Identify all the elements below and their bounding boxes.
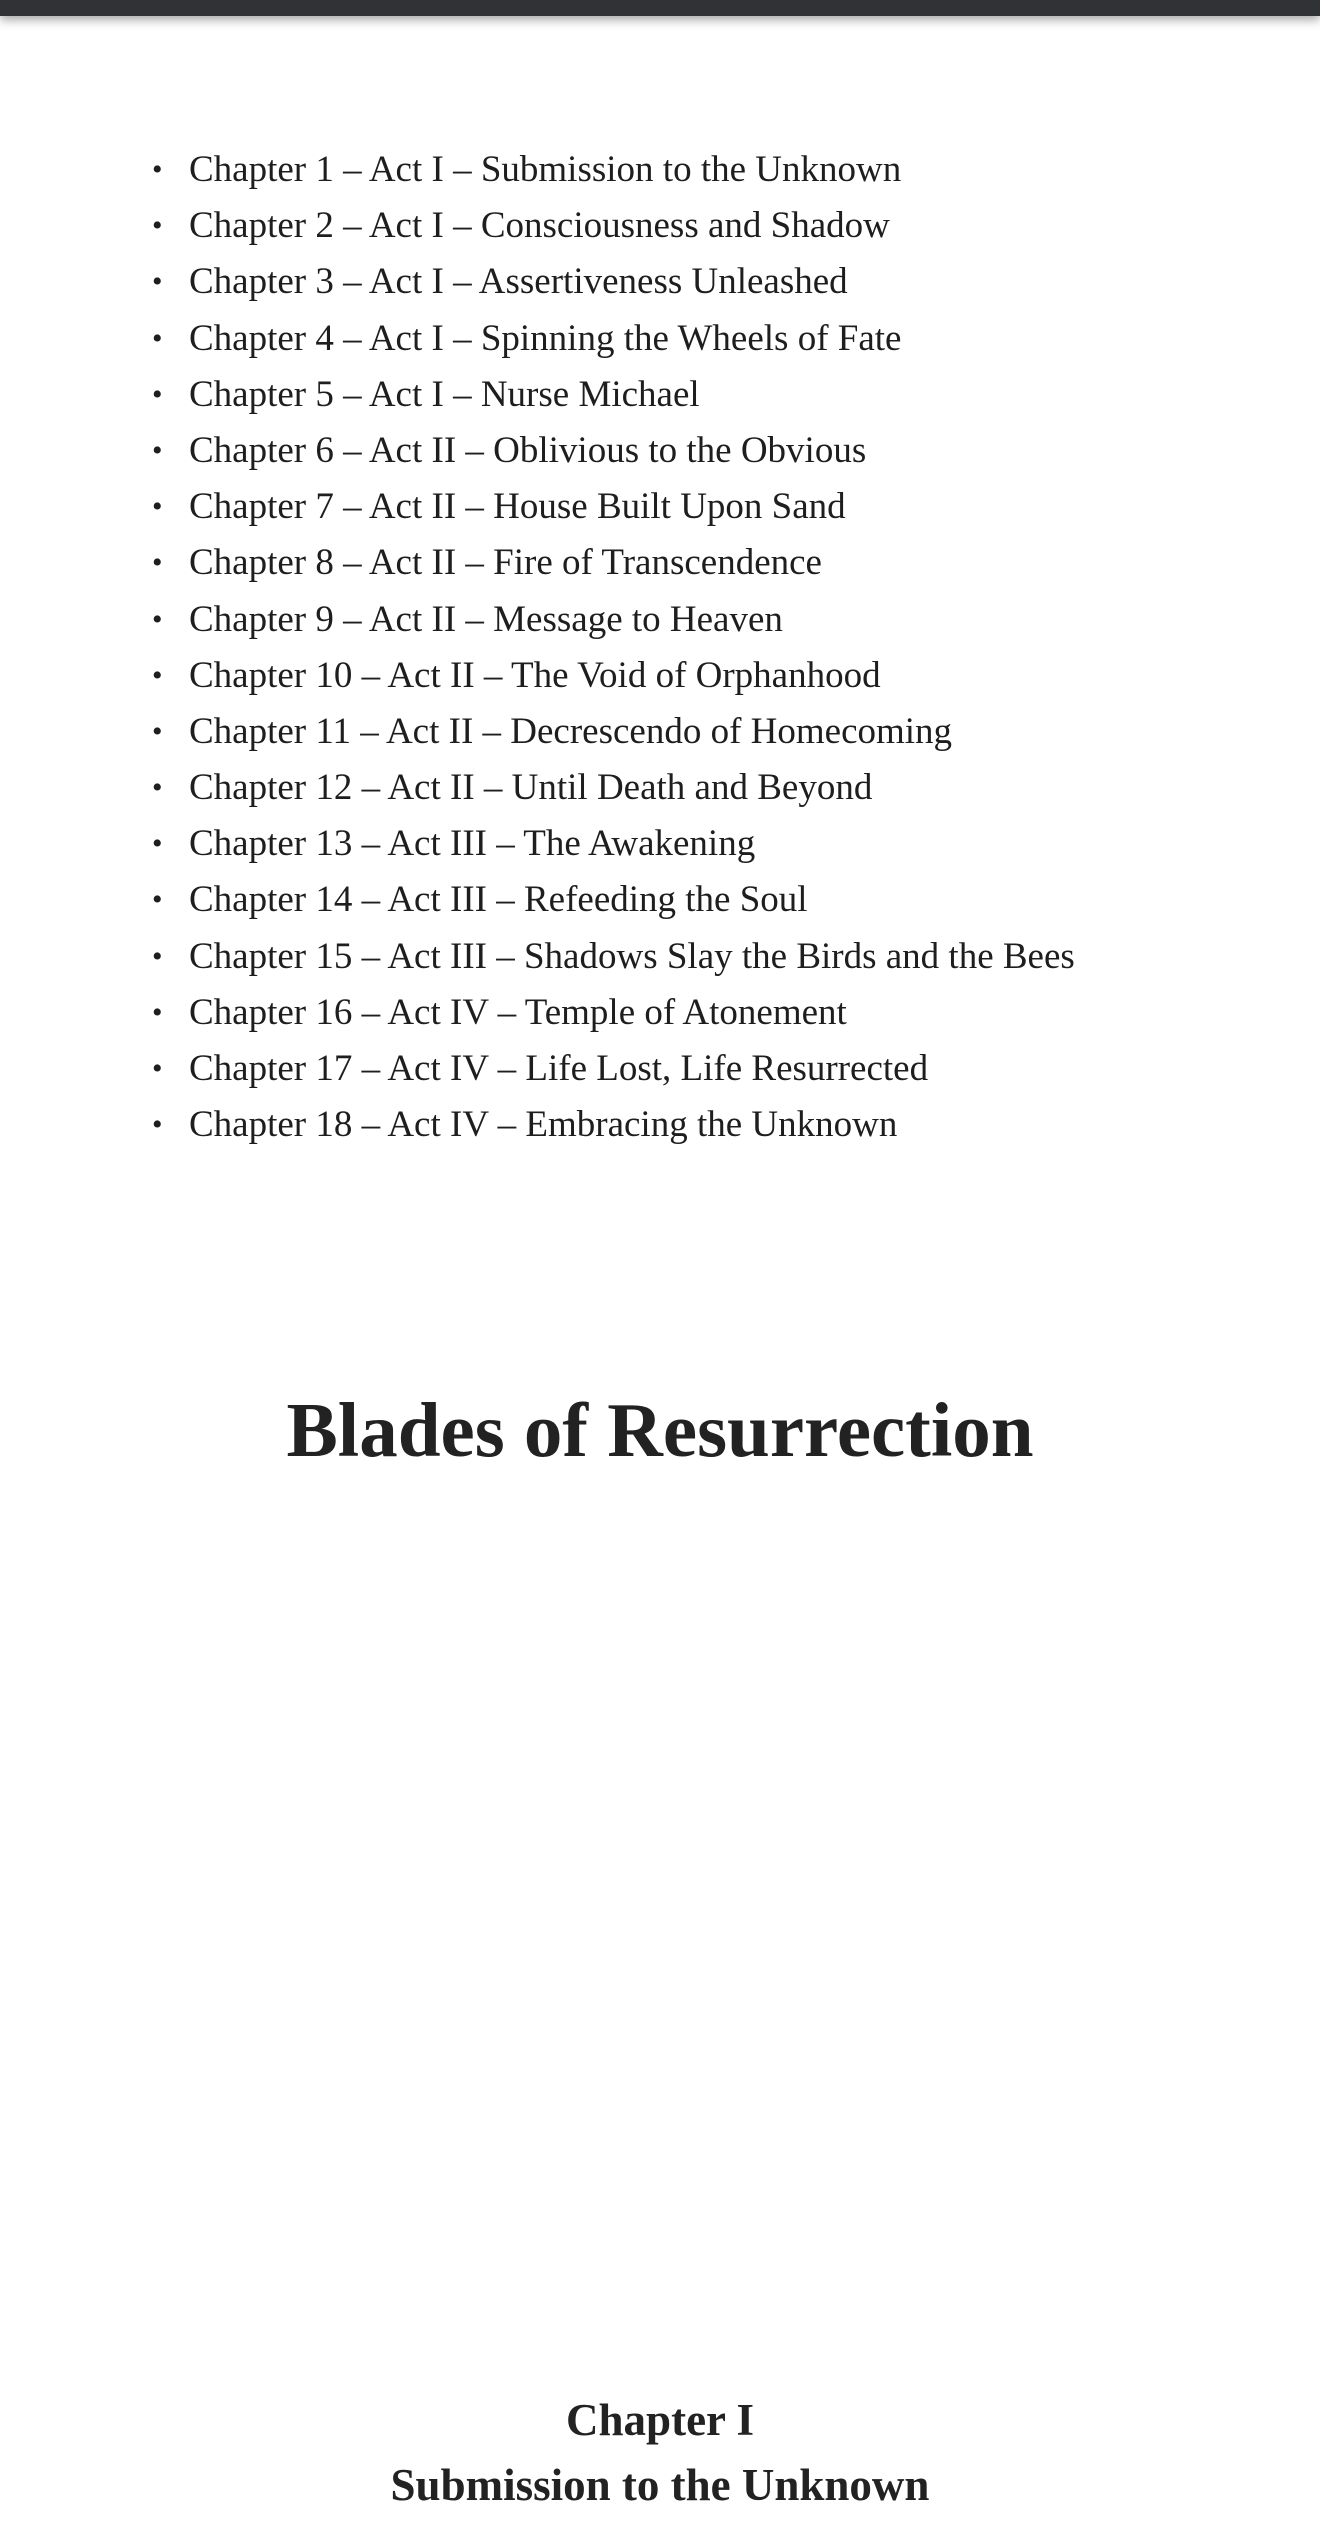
bullet-icon: • <box>152 771 163 805</box>
toc-item-chapter-11[interactable] <box>150 704 1075 760</box>
toc-item-label: Chapter 11 – Act II – Decrescendo of Homecoming <box>189 710 953 752</box>
bullet-icon: • <box>152 827 163 861</box>
toc-item-label: Chapter 12 – Act II – Until Death and Beyond <box>189 767 873 809</box>
toc-item-chapter-15[interactable] <box>150 929 1075 985</box>
chapter-heading: Chapter I <box>566 2395 754 2445</box>
toc-item-label: Chapter 8 – Act II – Fire of Transcendence <box>189 542 822 584</box>
bullet-icon: • <box>152 995 163 1029</box>
toc-item-label: Chapter 4 – Act I – Spinning the Wheels of Fate <box>189 317 902 359</box>
toc-item-label: Chapter 18 – Act IV – Embracing the Unknown <box>189 1104 898 1146</box>
toc-item-label: Chapter 14 – Act III – Refeeding the Soul <box>189 879 808 921</box>
bullet-icon: • <box>152 939 163 973</box>
bullet-icon: • <box>152 546 163 580</box>
bullet-icon: • <box>152 490 163 524</box>
toc-item-chapter-16[interactable] <box>150 985 1075 1041</box>
toc-item-chapter-3[interactable] <box>150 254 1075 310</box>
toc-item-chapter-18[interactable] <box>150 1097 1075 1153</box>
toc-item-chapter-2[interactable] <box>150 198 1075 254</box>
bullet-icon: • <box>152 883 163 917</box>
bullet-icon: • <box>152 153 163 186</box>
bullet-icon: • <box>152 602 163 636</box>
toc-item-label: Chapter 6 – Act II – Oblivious to the Obvious <box>189 429 867 471</box>
toc-item-label: Chapter 13 – Act III – The Awakening <box>189 823 756 865</box>
toc-item-label: Chapter 16 – Act IV – Temple of Atonement <box>189 991 847 1033</box>
toc-item-chapter-5[interactable] <box>150 367 1075 423</box>
toc-item-label: Chapter 15 – Act III – Shadows Slay the Birds and the Bees <box>189 935 1075 977</box>
table-of-contents <box>150 142 1075 1153</box>
toc-item-chapter-1[interactable] <box>150 142 1075 198</box>
toc-item-chapter-14[interactable] <box>150 872 1075 928</box>
bullet-icon: • <box>152 433 163 467</box>
toc-item-chapter-6[interactable] <box>150 423 1075 479</box>
toc-item-chapter-12[interactable] <box>150 760 1075 816</box>
toc-item-label: Chapter 3 – Act I – Assertiveness Unleashed <box>189 261 848 303</box>
chapter-subtitle: Submission to the Unknown <box>390 2460 930 2510</box>
toc-item-label: Chapter 5 – Act I – Nurse Michael <box>189 373 700 415</box>
toc-item-label: Chapter 10 – Act II – The Void of Orphanhood <box>189 654 881 696</box>
toc-item-chapter-13[interactable] <box>150 816 1075 872</box>
toc-item-chapter-7[interactable] <box>150 479 1075 535</box>
toc-item-label: Chapter 9 – Act II – Message to Heaven <box>189 598 783 640</box>
toc-item-label: Chapter 1 – Act I – Submission to the Unknown <box>189 149 902 190</box>
bullet-icon: • <box>152 321 163 355</box>
bullet-icon: • <box>152 1108 163 1142</box>
bullet-icon: • <box>152 209 163 243</box>
toc-item-label: Chapter 2 – Act I – Consciousness and Shadow <box>189 205 890 247</box>
reader-top-bar <box>0 0 1320 16</box>
bullet-icon: • <box>152 265 163 299</box>
toc-item-chapter-10[interactable] <box>150 648 1075 704</box>
toc-item-chapter-4[interactable] <box>150 311 1075 367</box>
toc-item-chapter-9[interactable] <box>150 592 1075 648</box>
toc-item-chapter-8[interactable] <box>150 535 1075 591</box>
bullet-icon: • <box>152 714 163 748</box>
toc-item-label: Chapter 17 – Act IV – Life Lost, Life Resurrected <box>189 1048 929 1089</box>
bullet-icon: • <box>152 658 163 692</box>
toc-item-label: Chapter 7 – Act II – House Built Upon Sand <box>189 486 846 528</box>
bullet-icon: • <box>152 1052 163 1085</box>
book-title: Blades of Resurrection <box>286 1387 1034 1473</box>
bullet-icon: • <box>152 377 163 411</box>
toc-item-chapter-17[interactable] <box>150 1041 1075 1097</box>
